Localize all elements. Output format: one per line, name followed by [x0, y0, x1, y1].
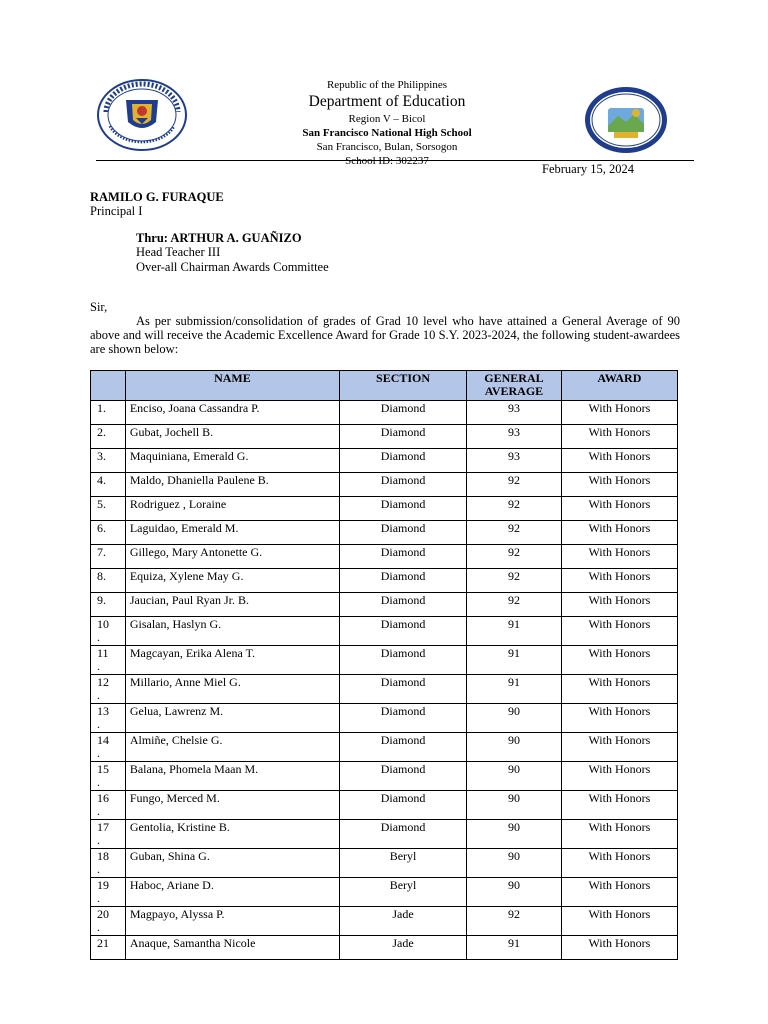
student-award: With Honors — [561, 675, 677, 704]
student-average: 92 — [467, 593, 562, 617]
student-average: 92 — [467, 497, 562, 521]
student-name: Almiñe, Chelsie G. — [125, 733, 339, 762]
student-name: Equiza, Xylene May G. — [125, 569, 339, 593]
table-row — [91, 545, 678, 569]
student-average: 90 — [467, 762, 562, 791]
student-section: Diamond — [339, 401, 466, 425]
student-section: Diamond — [339, 675, 466, 704]
table-row — [91, 878, 678, 907]
school-seal-icon — [584, 86, 668, 154]
row-number: 8. — [91, 569, 126, 593]
student-award: With Honors — [561, 593, 677, 617]
student-name: Haboc, Ariane D. — [125, 878, 339, 907]
letter-date: February 15, 2024 — [542, 162, 634, 176]
student-section: Beryl — [339, 849, 466, 878]
student-award: With Honors — [561, 425, 677, 449]
student-name: Guban, Shina G. — [125, 849, 339, 878]
student-award: With Honors — [561, 704, 677, 733]
student-section: Diamond — [339, 820, 466, 849]
student-average: 90 — [467, 733, 562, 762]
republic-line: Republic of the Philippines — [326, 79, 448, 91]
student-section: Diamond — [339, 704, 466, 733]
student-award: With Honors — [561, 646, 677, 675]
student-award: With Honors — [561, 473, 677, 497]
student-average: 92 — [467, 521, 562, 545]
student-name: Magpayo, Alyssa P. — [125, 907, 339, 936]
thru-position: Head Teacher III — [136, 245, 221, 259]
col-header-average-text: GENERAL AVERAGE — [484, 371, 544, 398]
table-row — [91, 401, 678, 425]
row-number: 15 . — [91, 762, 126, 791]
student-name: Maldo, Dhaniella Paulene B. — [125, 473, 339, 497]
row-number: 4. — [91, 473, 126, 497]
student-name: Rodriguez , Loraine — [125, 497, 339, 521]
student-average: 90 — [467, 791, 562, 820]
student-average: 90 — [467, 849, 562, 878]
row-number: 10 . — [91, 617, 126, 646]
table-row — [91, 936, 678, 960]
table-row — [91, 497, 678, 521]
student-average: 92 — [467, 545, 562, 569]
student-name: Gelua, Lawrenz M. — [125, 704, 339, 733]
student-name: Magcayan, Erika Alena T. — [125, 646, 339, 675]
awardees-table — [90, 370, 678, 960]
row-number: 1. — [91, 401, 126, 425]
student-section: Diamond — [339, 521, 466, 545]
student-award: With Honors — [561, 791, 677, 820]
student-name: Gisalan, Haslyn G. — [125, 617, 339, 646]
student-name: Gubat, Jochell B. — [125, 425, 339, 449]
table-row — [91, 425, 678, 449]
row-number: 21 — [91, 936, 126, 960]
student-section: Diamond — [339, 449, 466, 473]
row-number: 7. — [91, 545, 126, 569]
student-average: 92 — [467, 907, 562, 936]
row-number: 6. — [91, 521, 126, 545]
student-average: 91 — [467, 646, 562, 675]
student-section: Diamond — [339, 569, 466, 593]
table-row — [91, 907, 678, 936]
student-name: Millario, Anne Miel G. — [125, 675, 339, 704]
col-header-award: AWARD — [561, 371, 677, 401]
row-number: 3. — [91, 449, 126, 473]
student-section: Diamond — [339, 791, 466, 820]
body-paragraph-text: As per submission/consolidation of grades of Grad 10 level who have attained a General Average of 90 above and will receive the Academic Excellence Award for Grade 10 S.Y. 2023-2024, the following student-awardees are shown below: — [90, 314, 680, 356]
table-row — [91, 617, 678, 646]
row-number: 17 . — [91, 820, 126, 849]
student-average: 92 — [467, 473, 562, 497]
student-award: With Honors — [561, 762, 677, 791]
student-section: Beryl — [339, 878, 466, 907]
school-id: School ID: 302237 — [345, 155, 429, 167]
addressee-position: Principal I — [90, 204, 143, 218]
student-section: Diamond — [339, 497, 466, 521]
student-section: Diamond — [339, 473, 466, 497]
student-name: Gillego, Mary Antonette G. — [125, 545, 339, 569]
thru-name: Thru: ARTHUR A. GUAÑIZO — [136, 231, 302, 245]
table-row — [91, 849, 678, 878]
student-award: With Honors — [561, 878, 677, 907]
table-row — [91, 646, 678, 675]
student-name: Fungo, Merced M. — [125, 791, 339, 820]
thru-committee: Over-all Chairman Awards Committee — [136, 260, 329, 274]
letterhead — [238, 78, 536, 168]
deped-seal-icon — [96, 78, 188, 152]
student-award: With Honors — [561, 936, 677, 960]
student-name: Anaque, Samantha Nicole — [125, 936, 339, 960]
table-header-row — [91, 371, 678, 401]
col-header-name: NAME — [125, 371, 339, 401]
student-name: Gentolia, Kristine B. — [125, 820, 339, 849]
table-row — [91, 820, 678, 849]
student-award: With Honors — [561, 820, 677, 849]
student-average: 91 — [467, 675, 562, 704]
school-name: San Francisco National High School — [302, 127, 472, 139]
student-name: Enciso, Joana Cassandra P. — [125, 401, 339, 425]
table-row — [91, 473, 678, 497]
table-row — [91, 675, 678, 704]
row-number: 16 . — [91, 791, 126, 820]
row-number: 12 . — [91, 675, 126, 704]
student-average: 90 — [467, 878, 562, 907]
student-section: Diamond — [339, 762, 466, 791]
salutation: Sir, — [90, 300, 108, 314]
header-divider — [96, 160, 694, 161]
row-number: 2. — [91, 425, 126, 449]
row-number: 14 . — [91, 733, 126, 762]
student-average: 90 — [467, 704, 562, 733]
student-average: 93 — [467, 401, 562, 425]
student-section: Diamond — [339, 617, 466, 646]
table-row — [91, 791, 678, 820]
table-row — [91, 762, 678, 791]
table-row — [91, 704, 678, 733]
table-row — [91, 733, 678, 762]
col-header-section: SECTION — [339, 371, 466, 401]
student-average: 92 — [467, 569, 562, 593]
student-award: With Honors — [561, 401, 677, 425]
student-award: With Honors — [561, 521, 677, 545]
table-row — [91, 569, 678, 593]
student-section: Diamond — [339, 733, 466, 762]
student-award: With Honors — [561, 733, 677, 762]
student-section: Jade — [339, 907, 466, 936]
student-award: With Honors — [561, 545, 677, 569]
table-body — [91, 401, 678, 960]
student-section: Diamond — [339, 593, 466, 617]
row-number: 5. — [91, 497, 126, 521]
student-average: 93 — [467, 425, 562, 449]
department-line: Department of Education — [308, 93, 466, 110]
student-award: With Honors — [561, 569, 677, 593]
row-number: 11 . — [91, 646, 126, 675]
student-average: 90 — [467, 820, 562, 849]
student-award: With Honors — [561, 849, 677, 878]
table-row — [91, 449, 678, 473]
row-number: 13 . — [91, 704, 126, 733]
student-award: With Honors — [561, 449, 677, 473]
body-paragraph — [90, 314, 680, 356]
student-average: 91 — [467, 936, 562, 960]
student-name: Balana, Phomela Maan M. — [125, 762, 339, 791]
table-row — [91, 593, 678, 617]
student-section: Diamond — [339, 425, 466, 449]
table-row — [91, 521, 678, 545]
addressee-name: RAMILO G. FURAQUE — [90, 190, 224, 204]
row-number: 18 . — [91, 849, 126, 878]
col-header-average — [467, 371, 562, 401]
region-line: Region V – Bicol — [348, 113, 426, 125]
row-number: 19 . — [91, 878, 126, 907]
student-section: Diamond — [339, 545, 466, 569]
student-average: 91 — [467, 617, 562, 646]
student-section: Diamond — [339, 646, 466, 675]
col-header-number — [91, 371, 126, 401]
student-award: With Honors — [561, 497, 677, 521]
student-section: Jade — [339, 936, 466, 960]
row-number: 9. — [91, 593, 126, 617]
student-average: 93 — [467, 449, 562, 473]
row-number: 20 . — [91, 907, 126, 936]
student-award: With Honors — [561, 907, 677, 936]
student-name: Laguidao, Emerald M. — [125, 521, 339, 545]
school-address: San Francisco, Bulan, Sorsogon — [316, 141, 458, 153]
student-name: Maquiniana, Emerald G. — [125, 449, 339, 473]
student-name: Jaucian, Paul Ryan Jr. B. — [125, 593, 339, 617]
student-award: With Honors — [561, 617, 677, 646]
